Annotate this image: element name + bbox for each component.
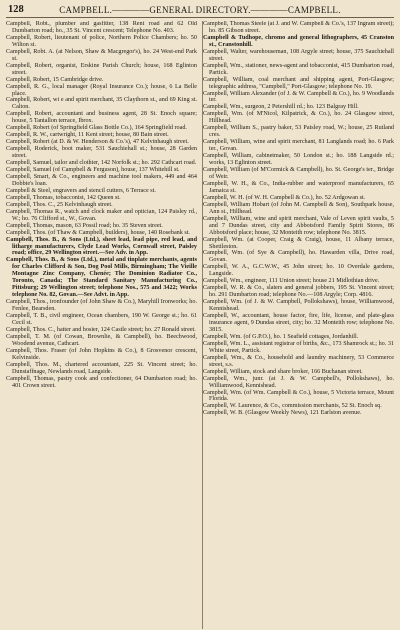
running-title: CAMPBELL.————GENERAL DIRECTORY.————CAMPBELL.	[59, 5, 341, 15]
directory-entry: Campbell, William Hobart (of John M. Campbell & Son), Southpark house, Ann st., Hillhead.	[203, 201, 394, 215]
directory-entry: Campbell, Robert, 15 Cambridge drive.	[6, 76, 104, 83]
directory-entry: Campbell, Robert, lieutenant of police, Northern Police Chambers; ho. 50 Wilton st.	[6, 34, 197, 48]
directory-entry: Campbell, R. G., local manager (Royal Insurance Co.); house, 6 La Belle place.	[6, 83, 197, 97]
directory-entry: Campbell, Thos. C., 25 Kelvinhaugh street.	[6, 201, 113, 208]
directory-entry: Campbell, T. M. (of Cowan, Brownlie, & Campbell), ho. Beechwood, Woodend avenue, Cathcart.	[6, 333, 197, 347]
directory-entry: Campbell, Roderick, boot maker, 531 Sauchiehall st.; house, 28 Garden street.	[6, 146, 197, 160]
directory-entry: Campbell, Wm., & Co., household and laundry machinery, 53 Commerce street, s.s.	[203, 354, 394, 368]
directory-entry: Campbell, Thos. B., & Sons (Ltd.), metal and tinplate merchants, agents for Charles Clifford & Son, Dog Pool Mills, Birmingham; The Vieille Montagne Zinc Company, Chenée; The Dominion Radiator Co., Toronto, Canada; The Standard Sanitary Manufacturing Co., Pittsburg; 29 Wellington street; telephone Nos., 575 and 3422; Works telephone No. 82, Govan.—See Advt. in App.	[6, 257, 197, 299]
directory-entry: Campbell, W. B. (Glasgow Weekly News), 121 Earlston avenue.	[203, 410, 362, 417]
directory-entry: Campbell, W. A., G.C.W.W., 45 John street; ho. 10 Overdale gardens, Langside.	[203, 264, 394, 278]
directory-entry: Campbell, Thomas R., watch and clock maker and optician, 124 Paisley rd., W.; ho. 76 Clifford st., W., Govan.	[6, 208, 197, 222]
directory-entry: Campbell, William, coal merchant and shipping agent, Port-Glasgow; telegraphic address, "Campbell," Port-Glasgow; telephone No. 19.	[203, 76, 394, 90]
directory-entry: Campbell, Thos. Fraser (of John Hopkins & Co.), 8 Grosvenor crescent, Kelvinside.	[6, 347, 197, 361]
directory-entry: Campbell, Wm. (of G.P.O.), ho. 1 Seafield cottages, Jordanhill.	[203, 333, 359, 340]
directory-entry: Campbell, Wm. (of Sye & Campbell), ho. Hawarden villa, Drive road, Govan.	[203, 250, 394, 264]
directory-entry: Campbell & Tudhope, chromo and general lithographers, 45 Cranston st., Cranstonhill.	[203, 34, 394, 48]
directory-entry: Campbell, Wm. (of Wm. Campbell & Co.), house, 5 Victoria terrace, Mount Florida.	[203, 389, 394, 403]
directory-entry: Campbell, Wm., junr. (at J. & W. Campbell's, Pollokshaws), ho. Williamwood, Kennishead.	[203, 375, 394, 389]
directory-entry: Campbell, William, wine and spirit merchant, Vale of Leven spirit vaults, 5 and 7 Dundas street, city and Abbotsford Family Spirit Stores, 86 Abbotsford place; house, 32 Monteith row; telephone No. 3815.	[203, 215, 394, 236]
directory-entry: Campbell, Wm. (of J. & W. Campbell, Pollokshaws), house, Williamwood, Kennishead.	[203, 299, 394, 313]
directory-entry: Campbell, Robt. A. (at Nelson, Shaw & Macgregor's), ho. 24 West-end Park st.	[6, 48, 197, 62]
directory-entry: Campbell, Robt., plumber and gasfitter, 138 Rent road and 62 Old Dumbarton road; ho., 35 St. Vincent crescent; Telephone No. 403.	[6, 21, 197, 34]
directory-entry: Campbell, Wm., engineer, 111 Union street; house 21 Midlothian drive.	[203, 278, 380, 285]
page-number: 128	[8, 4, 24, 15]
directory-entry: Campbell, W. H., & Co., India-rubber and waterproof manufacturers, 65 Jamaica st.	[203, 180, 394, 194]
directory-entry: Campbell, T. B., civil engineer, Ocean chambers, 190 W. George st.; ho. 61 Cecil st.	[6, 313, 197, 326]
directory-entry: Campbell, Thomas Steele (at J. and W. Campbell & Co.'s, 137 Ingram street); ho. 85 Gibson street.	[203, 21, 394, 34]
directory-entry: Campbell, Wm. L., assistant registrar of births, &c., 173 Shamrock st.; ho. 31 White street, Partick.	[203, 340, 394, 354]
directory-entry: Campbell, W. Laurence, & Co., commission merchants, 52 St. Enoch sq.	[203, 403, 382, 410]
directory-entry: Campbell, Samuel, tailor and clothier, 142 Norfolk st.; ho. 292 Cathcart road.	[6, 160, 197, 167]
directory-entry: Campbell, Smart, & Co., engineers and machine tool makers, 449 and 464 Dobbie's loan.	[6, 173, 197, 187]
directory-entry: Campbell, Wm. (of M'Nicol, Kilpatrick, & Co.), ho. 24 Glasgow street, Hillhead.	[203, 111, 394, 125]
directory-entry: Campbell, Thomas, tobacconist, 142 Queen st.	[6, 194, 121, 201]
directory-entry: Campbell, Thos., ironfounder (of John Shaw & Co.), Maryhill Ironworks; ho. Fenlee, Bearsden.	[6, 299, 197, 313]
directory-entry: Campbell, Wm., stationer, news-agent and tobacconist, 415 Dumbarton road, Partick.	[203, 62, 394, 76]
directory-entry: Campbell & Steel, engravers and stencil cutters, 6 Terrace st.	[6, 187, 156, 194]
directory-entry: Campbell, Wm. (at Cooper, Craig & Craig), house, 11 Albany terrace, Shettleston.	[203, 236, 394, 250]
directory-entry: Campbell, W. H. (of W. H. Campbell & Co.), ho. 52 Ardgowan st.	[203, 194, 366, 201]
directory-entry: Campbell, W., accountant, house factor, fire, life, license, and plate-glass insurance agent, 9 Dundas street, city; ho. 32 Monteith row; telephone No. 3815.	[203, 313, 394, 333]
directory-entry: Campbell, William, wine and spirit merchant, 81 Langlands road; ho. 6 Park ter., Govan.	[203, 139, 394, 153]
column-divider	[202, 21, 203, 629]
directory-entry: Campbell, Robert, organist, Erskine Parish Church; house, 168 Eglinton street.	[6, 62, 197, 76]
directory-entry: Campbell, William, stock and share broker, 166 Buchanan street.	[203, 368, 363, 375]
columns	[6, 21, 394, 629]
left-column	[6, 21, 197, 629]
directory-entry: Campbell, Robert (at D. & W. Henderson & Co.'s), 47 Kelvinhaugh street.	[6, 139, 189, 146]
directory-entry: Campbell, William Alexander (of J. & W. Campbell & Co.), ho. 9 Woodlands ter.	[203, 90, 394, 104]
directory-entry: Campbell, Robert (of Springfield Glass Bottle Co.), 164 Springfield road.	[6, 125, 187, 132]
directory-entry: Campbell, Thos. (of Thaw & Campbell, builders), house, 140 Rosebank st.	[6, 229, 190, 236]
directory-entry: Campbell, Thomas, mason, 63 Possil road; ho. 35 Steven street.	[6, 222, 163, 229]
directory-entry: Campbell, Walter, warehouseman, 108 Argyle street; house, 375 Sauchiehall street.	[203, 48, 394, 62]
directory-entry: Campbell, Robert, wi e and spirit merchant, 35 Claythorn st., and 69 King st. Calton.	[6, 97, 197, 111]
directory-entry: Campbell, Wm., surgeon, 2 Petershill rd.; ho. 123 Balgray Hill.	[203, 104, 359, 111]
directory-entry: Campbell, Thos. C., hatter and hosier, 124 Castle street; ho. 27 Ronald street.	[6, 326, 196, 333]
directory-entry: Campbell, W. R. & Co., slaters and general jobbers, 195 St. Vincent street; ho. 291 Dumbarton road; telephone No.—108 Argyle; Corp. 4816.	[203, 285, 394, 299]
directory-entry: Campbell, William S., pastry baker, 53 Paisley road, W.; house, 25 Rutland cres.	[203, 125, 394, 139]
directory-entry: Campbell, William (of M'Cormick & Campbell), ho. St. George's ter., Bridge of Weir.	[203, 167, 394, 180]
directory-entry: Campbell, Thos. B., & Sons (Ltd.), sheet lead, lead pipe, red lead, and litharge manufacturers, Clyde Lead Works, Cornwall street, Paisley road; office, 29 Wellington street.—See Adv. in App.	[6, 236, 197, 257]
right-column	[203, 21, 394, 629]
directory-entry: Campbell, R. W., cartwright, 11 Kent street; house, 80 Bain street.	[6, 132, 169, 139]
directory-entry: Campbell, Samuel (of Campbell & Ferguson), house, 137 Whitehill st.	[6, 167, 180, 174]
directory-entry: Campbell, Robert, accountant and business agent, 28 St. Enoch square; house, 5 Tantallon terrace, Ibrox.	[6, 111, 197, 125]
directory-entry: Campbell, Thos. M., chartered accountant, 225 St. Vincent street; ho. Dunstaffnage, Newlands road, Langside.	[6, 361, 197, 375]
directory-entry: Campbell, William, cabinetmaker, 50 London st.; ho. 188 Langside rd.; works, 13 Eglinton street.	[203, 153, 394, 167]
directory-entry: Campbell, Thomas, pastry cook and confectioner, 64 Dumbarton road; ho. 401 Crown street.	[6, 375, 197, 389]
page-header	[6, 4, 394, 18]
